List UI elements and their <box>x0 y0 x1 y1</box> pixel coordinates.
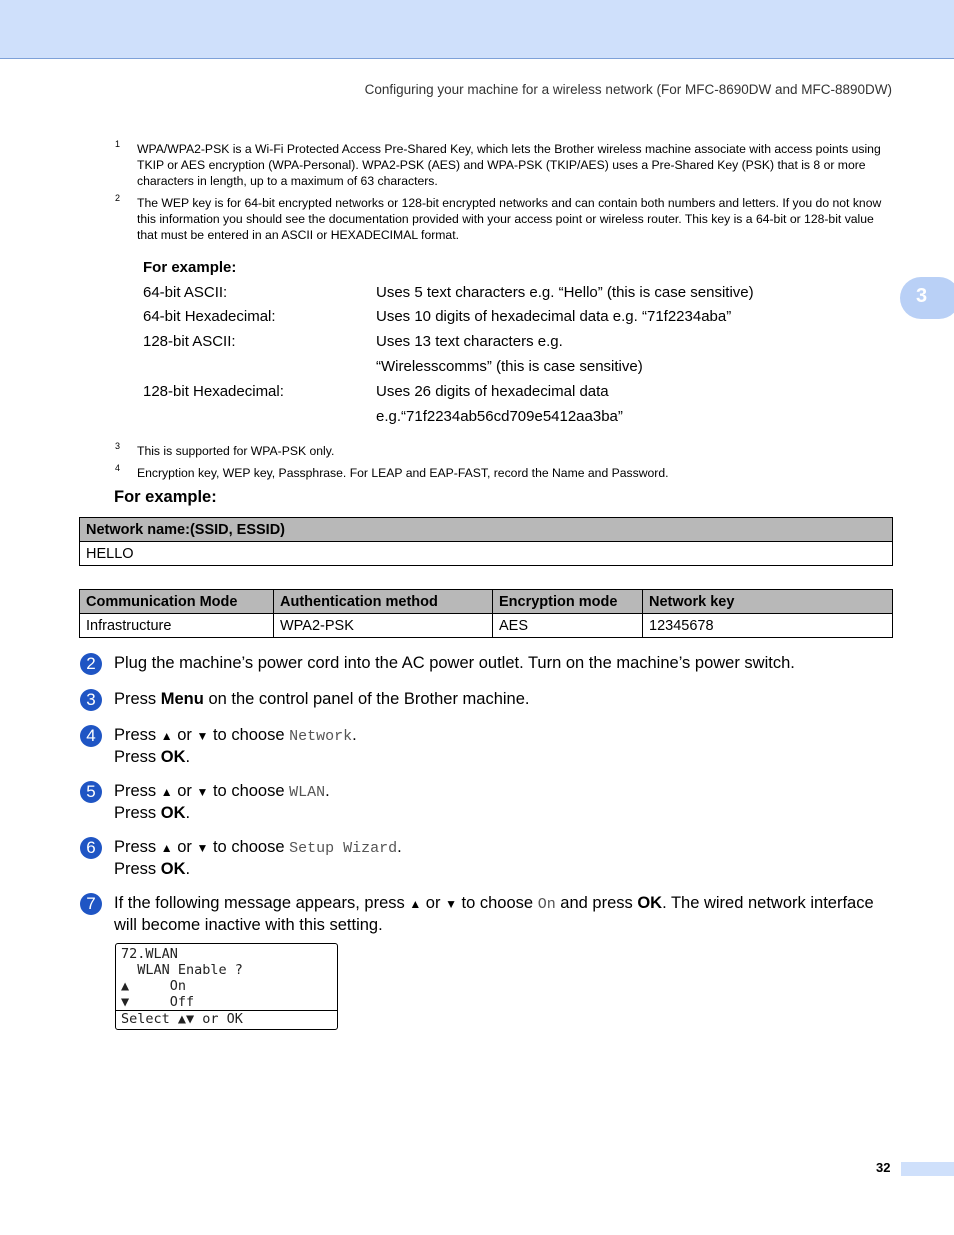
step-text-part: Press <box>114 748 161 766</box>
step-text <box>114 689 900 709</box>
down-arrow-icon: ▼ <box>196 785 209 799</box>
step-text-part: or <box>172 838 197 856</box>
footnote-text: WPA/WPA2-PSK is a Wi-Fi Protected Access Pre-Shared Key, which lets the Brother wireless machine associate with access points using TKIP or AES encryption (WPA-Personal). WPA2-PSK (AES) and WPA-PSK (TKIP/AES) uses a Pre-Shared Key (PSK) that is 8 or more characters in length, up to a maximum of 63 characters. <box>137 142 881 188</box>
lcd-line: ▼ Off <box>121 994 195 1010</box>
step-number-badge: 3 <box>80 689 102 711</box>
page-number: 32 <box>876 1160 891 1175</box>
table-header: Authentication method <box>274 590 493 614</box>
example-label: For example: <box>114 488 217 506</box>
up-arrow-icon: ▲ <box>160 729 173 743</box>
wep-example-key: 128-bit Hexadecimal: <box>143 383 284 400</box>
step-text-part: or <box>172 782 197 800</box>
up-arrow-icon: ▲ <box>160 785 173 799</box>
menu-option-code: Network <box>289 728 353 745</box>
wep-example-key: 64-bit Hexadecimal: <box>143 308 276 325</box>
table-cell: 12345678 <box>643 614 893 638</box>
up-arrow-icon: ▲ <box>160 841 173 855</box>
step-text-part: . <box>185 860 191 878</box>
ssid-table <box>79 517 893 566</box>
step-text-part: . The wired network interface will become inactive with this setting. <box>114 894 874 934</box>
step-text-part: Press <box>114 860 161 878</box>
step-text-part: to choose <box>208 726 290 744</box>
lcd-line: 72.WLAN <box>121 946 178 962</box>
wep-example-desc: “Wirelesscomms” (this is case sensitive) <box>376 358 643 375</box>
wep-example-desc: Uses 26 digits of hexadecimal data <box>376 383 609 400</box>
step-text-part: Press <box>114 782 161 800</box>
step-text-part: . <box>397 838 402 856</box>
lcd-footer: Select ▲▼ or OK <box>121 1011 243 1027</box>
step-text-part: and press <box>555 894 638 912</box>
step-text-part: to choose <box>456 894 538 912</box>
menu-key-label: Menu <box>160 690 204 708</box>
table-header: Encryption mode <box>493 590 643 614</box>
step-text-part: or <box>421 894 446 912</box>
step-number-badge: 6 <box>80 837 102 859</box>
step-text-part: If the following message appears, press <box>114 894 410 912</box>
footnote-text: The WEP key is for 64-bit encrypted networks or 128-bit encrypted networks and can contain both numbers and letters. If you do not know this information you should see the documentation provided with your access point or wireless router. This key is a 64-bit or 128-bit value that must be entered in an ASCII or HEXADECIMAL format. <box>137 196 882 242</box>
step-text <box>114 893 900 935</box>
wep-example-desc: Uses 5 text characters e.g. “Hello” (this is case sensitive) <box>376 284 754 301</box>
ok-key-label: OK <box>160 860 186 878</box>
footnote-number: 4 <box>115 463 121 473</box>
footnote-number: 2 <box>115 193 121 203</box>
down-arrow-icon: ▼ <box>445 897 457 911</box>
table-cell: AES <box>493 614 643 638</box>
lcd-line: WLAN Enable ? <box>121 962 243 978</box>
table-header: Network key <box>643 590 893 614</box>
page-number-bar <box>901 1162 954 1176</box>
up-arrow-icon: ▲ <box>409 897 422 911</box>
wep-example-desc: Uses 13 text characters e.g. <box>376 333 563 350</box>
ok-key-label: OK <box>160 804 186 822</box>
wep-example-desc: e.g.“71f2234ab56cd709e5412aa3ba” <box>376 408 623 425</box>
step-text-part: Press <box>114 690 161 708</box>
settings-table <box>79 589 893 638</box>
menu-option-code: Setup Wizard <box>289 840 398 857</box>
top-banner <box>0 0 954 59</box>
step-text-part: . <box>185 804 191 822</box>
footnote-number: 3 <box>115 441 121 451</box>
step-number-badge: 4 <box>80 725 102 747</box>
wep-example-label: For example: <box>143 259 237 276</box>
step-text-part: on the control panel of the Brother machine. <box>203 690 530 708</box>
step-text-part: . <box>325 782 330 800</box>
step-text: Plug the machine’s power cord into the AC power outlet. Turn on the machine’s power switch. <box>114 654 795 672</box>
chapter-tab <box>900 277 954 319</box>
ssid-value: HELLO <box>80 542 893 566</box>
step-text-part: . <box>185 748 191 766</box>
table-header: Communication Mode <box>80 590 274 614</box>
step-text-part: Press <box>114 726 161 744</box>
down-arrow-icon: ▼ <box>196 729 209 743</box>
wep-example-key: 64-bit ASCII: <box>143 284 228 301</box>
step-number-badge: 7 <box>80 893 102 915</box>
footnote-number: 1 <box>115 139 121 149</box>
menu-option-code: On <box>537 896 556 913</box>
ssid-header: Network name:(SSID, ESSID) <box>80 518 893 542</box>
chapter-number: 3 <box>916 285 928 307</box>
lcd-display <box>115 943 338 1030</box>
table-cell: WPA2-PSK <box>274 614 493 638</box>
footnote-text: This is supported for WPA-PSK only. <box>137 444 335 458</box>
down-arrow-icon: ▼ <box>196 841 209 855</box>
ok-key-label: OK <box>160 748 186 766</box>
step-text-part: to choose <box>208 782 290 800</box>
footnote-text: Encryption key, WEP key, Passphrase. For LEAP and EAP-FAST, record the Name and Password. <box>137 466 669 480</box>
wep-example-key: 128-bit ASCII: <box>143 333 236 350</box>
step-text-part: Press <box>114 838 161 856</box>
step-text-part: to choose <box>208 838 290 856</box>
menu-option-code: WLAN <box>289 784 326 801</box>
running-header: Configuring your machine for a wireless network (For MFC-8690DW and MFC-8890DW) <box>364 82 892 97</box>
wep-example-desc: Uses 10 digits of hexadecimal data e.g. “71f2234aba” <box>376 308 732 325</box>
step-text <box>114 837 900 879</box>
step-text-part: . <box>352 726 357 744</box>
step-text <box>114 781 900 823</box>
ok-key-label: OK <box>637 894 663 912</box>
step-number-badge: 2 <box>80 653 102 675</box>
table-cell: Infrastructure <box>80 614 274 638</box>
step-text <box>114 725 900 767</box>
step-text-part: Press <box>114 804 161 822</box>
lcd-line: ▲ On <box>121 978 187 994</box>
step-number-badge: 5 <box>80 781 102 803</box>
step-text-part: or <box>172 726 197 744</box>
